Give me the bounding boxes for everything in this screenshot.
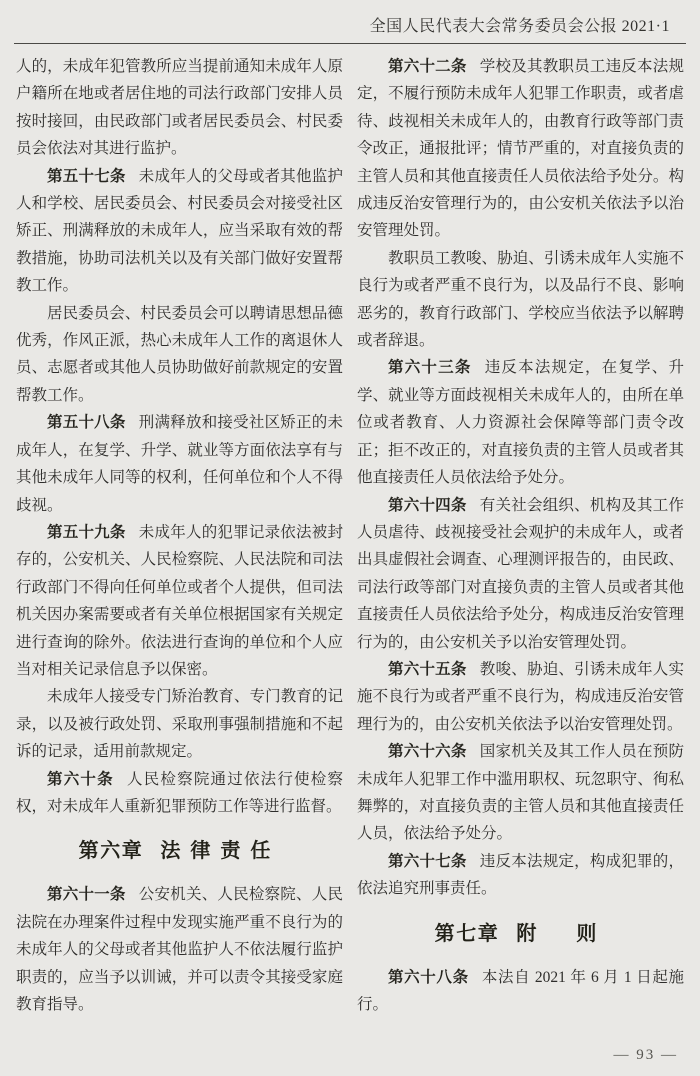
paragraph-text: 违反本法规定，在复学、升学、就业等方面歧视相关未成年人的，由所在单位或者教育、人力资源社会保障等部门责令改正；拒不改正的，对直接负责的主管人员或者其他直接责任人员依法给予处分。: [357, 359, 684, 487]
law-paragraph: [16, 766, 343, 821]
paragraph-text: 人的，未成年犯管教所应当提前通知未成年人原户籍所在地或者居住地的司法行政部门安排人员按时接回，由民政部门或者居民委员会、村民委员会依法对其进行监护。: [16, 58, 343, 158]
article-number: 第五十九条: [47, 523, 126, 541]
chapter-heading: [16, 835, 343, 868]
page-number: — 93 —: [613, 1047, 678, 1063]
law-paragraph: [16, 300, 343, 410]
article-number: 第六十一条: [47, 886, 126, 904]
law-paragraph: [16, 53, 343, 163]
paragraph-text: 违反本法规定，构成犯罪的，依法追究刑事责任。: [357, 852, 684, 898]
chapter-title: 附 则: [516, 922, 607, 945]
law-paragraph: [357, 492, 684, 656]
law-paragraph: [357, 245, 684, 355]
article-number: 第六十七条: [388, 852, 467, 870]
article-number: 第六十三条: [388, 359, 472, 377]
paragraph-text: 人民检察院通过依法行使检察权，对未成年人重新犯罪预防工作等进行监督。: [16, 770, 343, 815]
law-paragraph: [16, 519, 343, 683]
page-header: [14, 0, 686, 44]
paragraph-text: 居民委员会、村民委员会可以聘请思想品德优秀，作风正派，热心未成年人工作的离退休人员、志愿者或其他人员协助做好前款规定的安置帮教工作。: [16, 304, 343, 404]
law-paragraph: [357, 848, 684, 903]
paragraph-text: 国家机关及其工作人员在预防未成年人犯罪工作中滥用职权、玩忽职守、徇私舞弊的，对直接负责的主管人员和其他直接责任人员，依法给予处分。: [357, 743, 684, 843]
paragraph-text: 刑满释放和接受社区矫正的未成年人，在复学、升学、就业等方面依法享有与其他未成年人同等的权利，任何单位和个人不得歧视。: [16, 414, 343, 514]
law-paragraph: [16, 409, 343, 519]
law-paragraph: [16, 881, 343, 1018]
article-number: 第六十二条: [388, 58, 467, 75]
article-number: 第六十六条: [388, 743, 467, 761]
law-paragraph: [357, 656, 684, 738]
right-column: [357, 53, 684, 1018]
paragraph-text: 未成年人的犯罪记录依法被封存的，公安机关、人民检察院、人民法院和司法行政部门不得向任何单位或者个人提供，但司法机关因办案需要或者有关单位根据国家有关规定进行查询的除外。依法进行查询的单位和个人应当对相关记录信息予以保密。: [16, 523, 343, 678]
chapter-title: 法律责任: [160, 840, 281, 863]
law-paragraph: [357, 354, 684, 491]
paragraph-text: 学校及其教职员工违反本法规定，不履行预防未成年人犯罪工作职责，或者虐待、歧视相关未成年人的，由教育行政等部门责令改正，通报批评；情节严重的，对直接负责的主管人员和其他直接责任人员依法给予处分。构成违反治安管理行为的，由公安机关依法予以治安管理处罚。: [357, 58, 684, 240]
chapter-number: 第七章: [434, 922, 500, 945]
article-number: 第五十七条: [47, 167, 126, 185]
paragraph-text: 本法自 2021 年 6 月 1 日起施行。: [357, 968, 684, 1013]
two-column-body: [0, 44, 700, 1018]
left-column: [16, 53, 343, 1018]
chapter-number: 第六章: [78, 840, 144, 863]
article-number: 第六十五条: [388, 660, 467, 678]
gazette-title: 全国人民代表大会常务委员会公报 2021·1: [369, 18, 670, 35]
article-number: 第六十四条: [388, 496, 467, 514]
article-number: 第六十条: [47, 770, 114, 788]
paragraph-text: 教职员工教唆、胁迫、引诱未成年人实施不良行为或者严重不良行为，以及品行不良、影响恶劣的，教育行政部门、学校应当依法予以解聘或者辞退。: [357, 249, 684, 350]
paragraph-text: 未成年人的父母或者其他监护人和学校、居民委员会、村民委员会对接受社区矫正、刑满释放的未成年人，应当采取有效的帮教措施，协助司法机关以及有关部门做好安置帮教工作。: [16, 167, 343, 295]
article-number: 第六十八条: [388, 968, 469, 986]
law-paragraph: [357, 53, 684, 245]
paragraph-text: 公安机关、人民检察院、人民法院在办理案件过程中发现实施严重不良行为的未成年人的父母或者其他监护人不依法履行监护职责的，应当予以训诫，并可以责令其接受家庭教育指导。: [16, 886, 343, 1013]
paragraph-text: 有关社会组织、机构及其工作人员虐待、歧视接受社会观护的未成年人，或者出具虚假社会调查、心理测评报告的，由民政、司法行政等部门对直接负责的主管人员或者其他直接责任人员依法给予处分，构成违反治安管理行为的，由公安机关予以治安管理处罚。: [357, 496, 684, 651]
law-paragraph: [357, 964, 684, 1019]
article-number: 第五十八条: [47, 414, 126, 432]
law-paragraph: [16, 163, 343, 300]
paragraph-text: 教唆、胁迫、引诱未成年人实施不良行为或者严重不良行为，构成违反治安管理行为的，由公安机关依法予以治安管理处罚。: [357, 660, 684, 733]
law-paragraph: [357, 738, 684, 848]
chapter-heading: [357, 918, 684, 951]
paragraph-text: 未成年人接受专门矫治教育、专门教育的记录，以及被行政处罚、采取刑事强制措施和不起诉的记录，适用前款规定。: [16, 688, 343, 761]
law-paragraph: [16, 683, 343, 765]
